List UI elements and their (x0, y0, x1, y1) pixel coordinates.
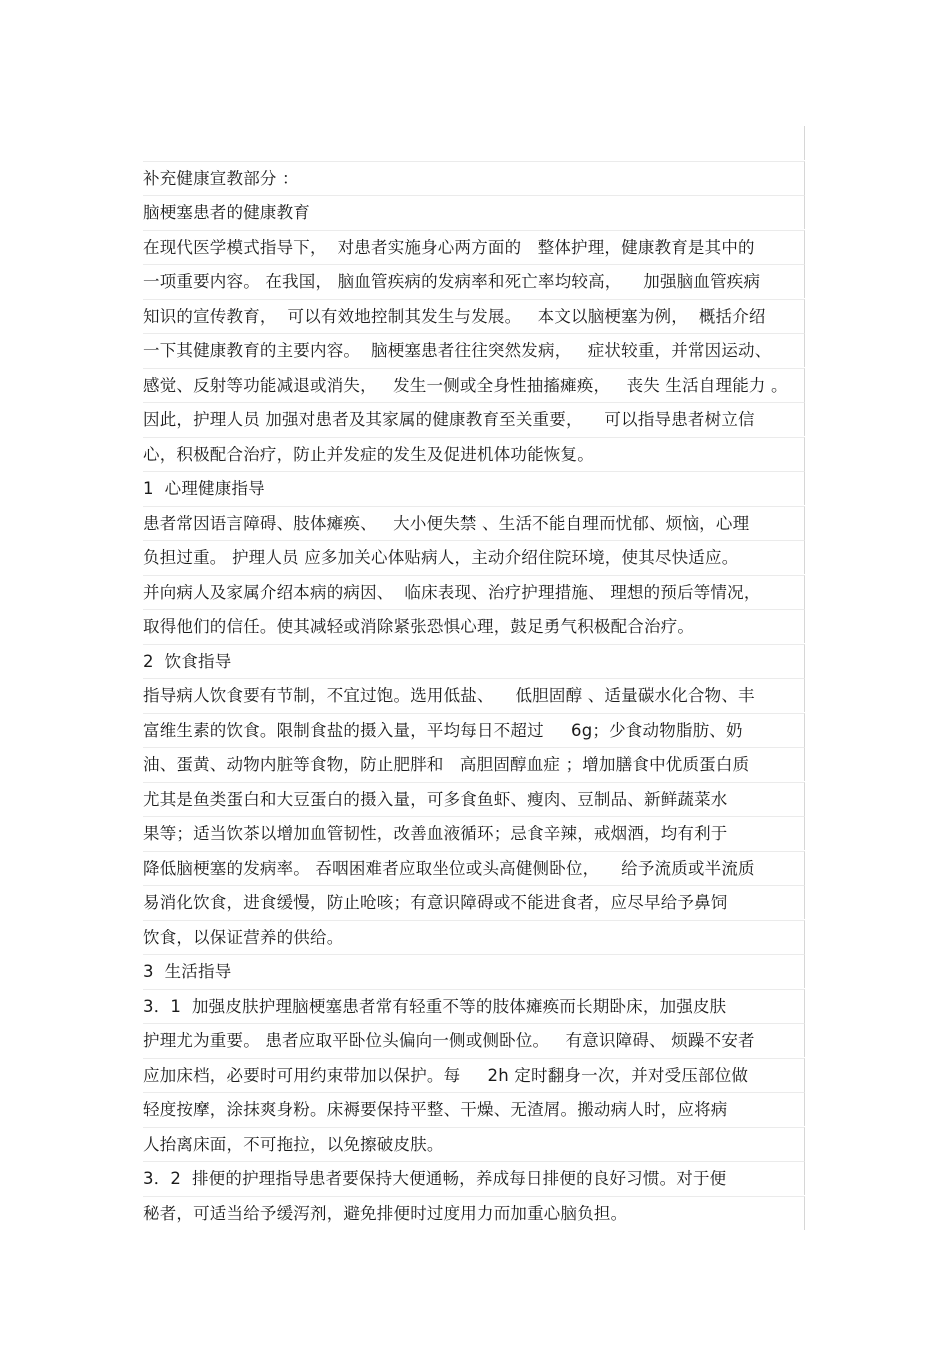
text-line: 3 生活指导 (143, 962, 232, 981)
text-line: 取得他们的信任。使其减轻或消除紧张恐惧心理，鼓足勇气积极配合治疗。 (143, 617, 695, 636)
text-line: 尤其是鱼类蛋白和大豆蛋白的摄入量，可多食鱼虾、瘦肉、豆制品、新鲜蔬菜水 (143, 790, 728, 809)
text-line: 护理尤为重要。 患者应取平卧位头偏向一侧或侧卧位。 有意识障碍、 烦躁不安者 (143, 1031, 755, 1050)
text-line-row (143, 885, 805, 919)
text-line: 脑梗塞患者的健康教育 (143, 203, 310, 222)
text-line-row (143, 471, 805, 505)
text-line-row (143, 678, 805, 712)
text-line-row (143, 402, 805, 436)
text-line: 知识的宣传教育， 可以有效地控制其发生与发展。 本文以脑梗塞为例， 概括介绍 (143, 307, 766, 326)
text-line: 果等；适当饮茶以增加血管韧性，改善血液循环；忌食辛辣，戒烟酒，均有利于 (143, 824, 728, 843)
text-line: 富维生素的饮食。限制食盐的摄入量，平均每日不超过 6g；少食动物脂肪、奶 (143, 721, 743, 740)
text-line-row (143, 851, 805, 885)
text-line-row (143, 1127, 805, 1161)
text-line-row (143, 1161, 805, 1195)
text-line: 心，积极配合治疗，防止并发症的发生及促进机体功能恢复。 (143, 445, 594, 464)
text-line: 1 心理健康指导 (143, 479, 265, 498)
text-line-row (143, 644, 805, 678)
text-line-row (143, 437, 805, 471)
text-line: 指导病人饮食要有节制，不宜过饱。选用低盐、 低胆固醇 、适量碳水化合物、丰 (143, 686, 755, 705)
text-line-row (143, 1058, 805, 1092)
text-line-row (143, 1092, 805, 1126)
text-line-row (143, 920, 805, 954)
text-line: 并向病人及家属介绍本病的病因、 临床表现、治疗护理措施、 理想的预后等情况， (143, 583, 761, 602)
text-line: 易消化饮食，进食缓慢，防止呛咳；有意识障碍或不能进食者，应尽早给予鼻饲 (143, 893, 728, 912)
text-line: 应加床档，必要时可用约束带加以保护。每 2h 定时翻身一次，并对受压部位做 (143, 1066, 749, 1085)
text-line-row (143, 161, 805, 195)
text-line: 补充健康宣教部分 ： (143, 169, 299, 188)
text-line: 一项重要内容。 在我国， 脑血管疾病的发病率和死亡率均较高， 加强脑血管疾病 (143, 272, 761, 291)
text-line-row (143, 782, 805, 816)
text-line-row (143, 299, 805, 333)
text-line-row (143, 575, 805, 609)
text-line: 轻度按摩，涂抹爽身粉。床褥要保持平整、干燥、无渣屑。搬动病人时，应将病 (143, 1100, 728, 1119)
text-line-row (143, 816, 805, 850)
text-line: 秘者，可适当给予缓泻剂，避免排便时过度用力而加重心脑负担。 (143, 1204, 628, 1223)
text-line: 因此，护理人员 加强对患者及其家属的健康教育至关重要， 可以指导患者树立信 (143, 410, 755, 429)
text-line: 饮食，以保证营养的供给。 (143, 928, 344, 947)
text-line-row (143, 264, 805, 298)
text-line: 3．2 排便的护理指导患者要保持大便通畅，养成每日排便的良好习惯。对于便 (143, 1169, 727, 1188)
text-line: 油、蛋黄、动物内脏等食物，防止肥胖和 高胆固醇血症 ；增加膳食中优质蛋白质 (143, 755, 750, 774)
text-line-row (143, 1023, 805, 1057)
text-line: 患者常因语言障碍、肢体瘫痪、 大小便失禁 、生活不能自理而忧郁、烦恼，心理 (143, 514, 750, 533)
text-line-row (143, 506, 805, 540)
text-line-row (143, 126, 805, 160)
text-line-row (143, 954, 805, 988)
text-line: 在现代医学模式指导下， 对患者实施身心两方面的 整体护理，健康教育是其中的 (143, 238, 755, 257)
text-line-row (143, 747, 805, 781)
text-line: 感觉、反射等功能减退或消失， 发生一侧或全身性抽搐瘫痪， 丧失 生活自理能力 。 (143, 376, 788, 395)
text-line-row (143, 333, 805, 367)
text-line-row (143, 368, 805, 402)
text-line: 2 饮食指导 (143, 652, 232, 671)
text-line-row (143, 540, 805, 574)
text-line: 负担过重。 护理人员 应多加关心体贴病人，主动介绍住院环境，使其尽快适应。 (143, 548, 739, 567)
text-line: 3．1 加强皮肤护理脑梗塞患者常有轻重不等的肢体瘫痪而长期卧床，加强皮肤 (143, 997, 727, 1016)
text-line-row (143, 609, 805, 643)
text-line-row (143, 195, 805, 229)
text-line: 人抬离床面，不可拖拉，以免擦破皮肤。 (143, 1135, 444, 1154)
text-line-row (143, 230, 805, 264)
text-line: 一下其健康教育的主要内容。 脑梗塞患者往往突然发病， 症状较重，并常因运动、 (143, 341, 772, 360)
text-line-row (143, 989, 805, 1023)
text-line: 降低脑梗塞的发病率。 吞咽困难者应取坐位或头高健侧卧位， 给予流质或半流质 (143, 859, 755, 878)
text-line-row (143, 1196, 805, 1230)
text-line-row (143, 713, 805, 747)
